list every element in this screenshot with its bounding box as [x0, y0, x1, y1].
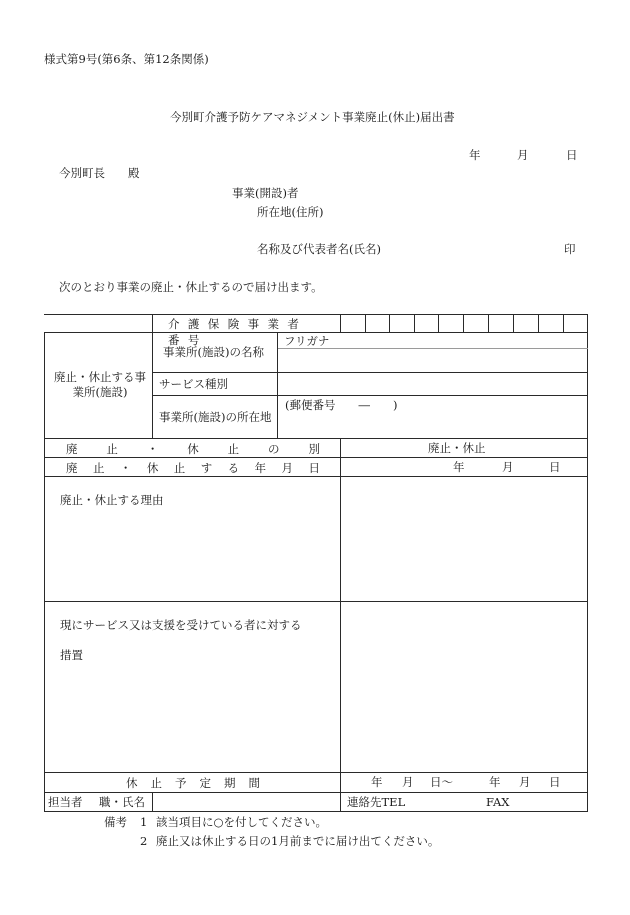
period-start-month[interactable]: 月 — [402, 775, 414, 789]
care-provider-number-label: 介護保険事業者番号 — [168, 317, 308, 347]
closure-date-month[interactable]: 月 — [502, 460, 514, 474]
closure-type-label: 廃 止 ・ 休 止 の 別 — [66, 442, 320, 456]
recipient-measures-label: 現にサービス又は支援を受けている者に対する — [60, 618, 302, 632]
date-day-label: 日 — [566, 148, 578, 162]
service-type-field[interactable] — [280, 374, 584, 394]
note-number: 1 — [140, 815, 148, 829]
period-end-day[interactable]: 日 — [549, 775, 561, 789]
operator-label: 事業(開設)者 — [232, 186, 299, 200]
contact-fax-label: FAX — [486, 795, 510, 809]
suspension-period-label: 休 止 予 定 期 間 — [126, 776, 260, 790]
contact-title-name-label: 職・氏名 — [99, 795, 145, 809]
notes-label: 備考 — [104, 815, 127, 829]
recipient-measures-field[interactable] — [344, 605, 584, 769]
form-number: 様式第9号(第6条、第12条関係) — [44, 52, 209, 66]
contact-tel-label: 連絡先TEL — [347, 795, 406, 809]
facility-furigana-field[interactable] — [344, 333, 584, 347]
target-facility-label: 廃止・休止する事業所(施設) — [54, 370, 146, 399]
intro-statement: 次のとおり事業の廃止・休止するので届け出ます。 — [59, 280, 323, 294]
contact-person-label: 担当者 — [48, 795, 83, 809]
date-year-label: 年 — [469, 148, 481, 162]
facility-name-field[interactable] — [280, 350, 584, 371]
notification-form-table — [44, 314, 588, 812]
date-month-label: 月 — [517, 148, 529, 162]
care-provider-number-boxes[interactable] — [341, 315, 587, 332]
seal-mark: 印 — [564, 242, 576, 256]
postal-code-label: (郵便番号 ― ) — [285, 398, 398, 412]
closure-date-label: 廃 止 ・ 休 止 す る 年 月 日 — [66, 461, 320, 475]
closure-type-options[interactable]: 廃止・休止 — [428, 441, 486, 455]
honorific: 殿 — [128, 166, 140, 180]
closure-reason-field[interactable] — [344, 480, 584, 598]
facility-name-label: 事業所(施設)の名称 — [163, 345, 264, 359]
service-type-label: サービス種別 — [159, 377, 228, 391]
furigana-label: フリガナ — [284, 334, 330, 348]
period-end-year[interactable]: 年 — [489, 775, 501, 789]
period-start-day[interactable]: 日～ — [430, 775, 453, 789]
closure-reason-label: 廃止・休止する理由 — [60, 493, 164, 507]
facility-address-label: 事業所(施設)の所在地 — [159, 410, 272, 424]
address-label: 所在地(住所) — [257, 205, 324, 219]
addressee: 今別町長 — [59, 166, 105, 180]
document-title: 今別町介護予防ケアマネジメント事業廃止(休止)届出書 — [170, 110, 455, 124]
note-text: 該当項目に○を付してください。 — [156, 815, 328, 829]
facility-address-field[interactable] — [280, 413, 584, 437]
note-text: 廃止又は休止する日の1月前までに届け出てください。 — [156, 834, 440, 848]
period-end-month[interactable]: 月 — [519, 775, 531, 789]
contact-person-field[interactable] — [156, 794, 337, 810]
closure-date-day[interactable]: 日 — [549, 460, 561, 474]
closure-date-year[interactable]: 年 — [453, 460, 465, 474]
note-number: 2 — [140, 834, 148, 848]
representative-name-label: 名称及び代表者名(氏名) — [257, 242, 381, 256]
period-start-year[interactable]: 年 — [371, 775, 383, 789]
recipient-measures-label-2: 措置 — [60, 648, 83, 662]
